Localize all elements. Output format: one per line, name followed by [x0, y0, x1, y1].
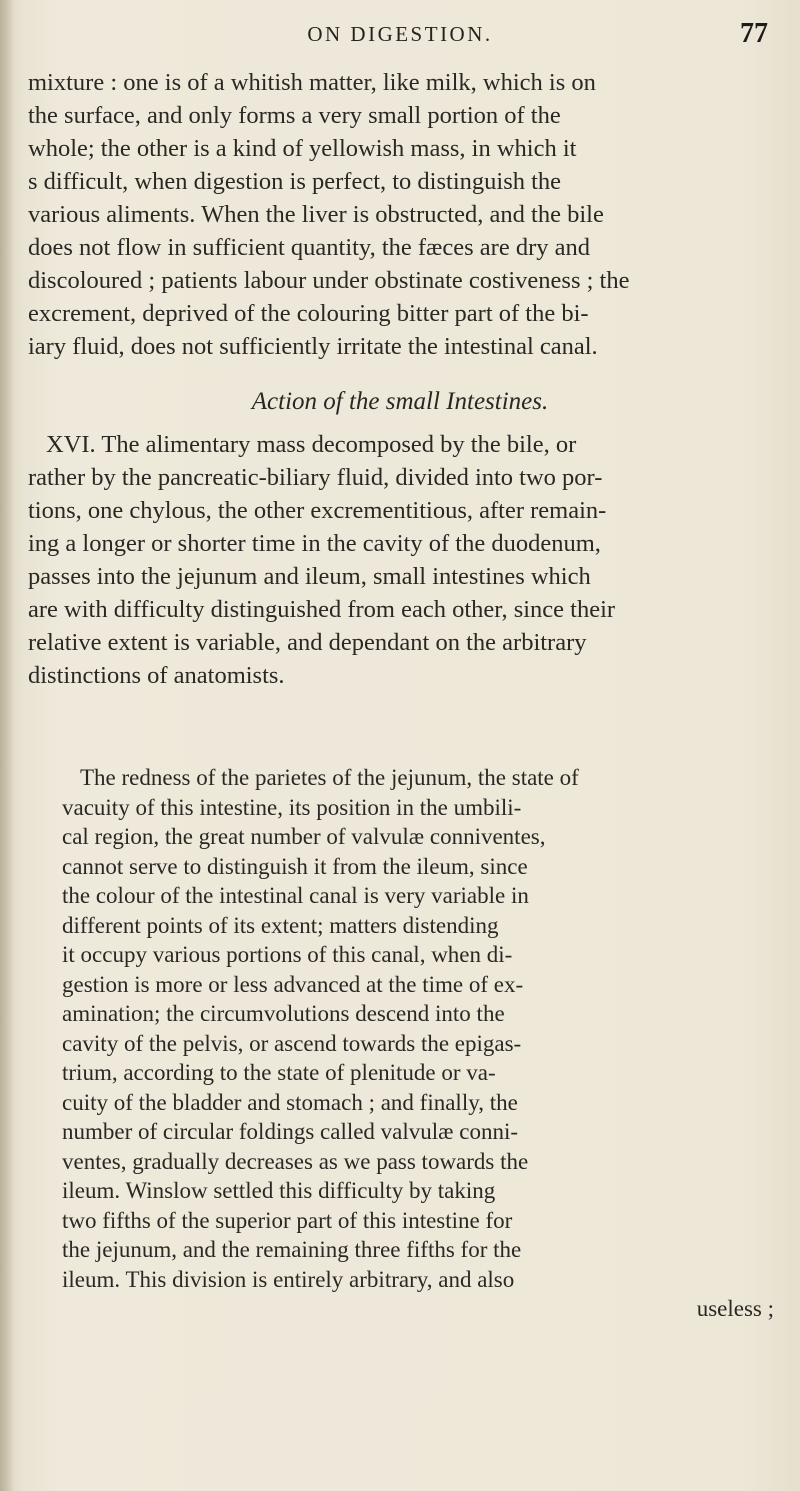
text-line: cuity of the bladder and stomach ; and finally, the [62, 1089, 518, 1115]
text-line: the colour of the intestinal canal is very variable in [62, 883, 529, 908]
section-heading: Action of the small Intestines. [251, 388, 549, 415]
text-line: s difficult, when digestion is perfect, to distinguish the [28, 168, 562, 195]
text-line: mixture : one is of a whitish matter, like milk, which is on [28, 69, 596, 96]
text-line: tions, one chylous, the other excrementitious, after remain- [28, 497, 607, 524]
text-line: trium, according to the state of plenitude or va- [62, 1060, 496, 1085]
text-line: different points of its extent; matters distending [62, 912, 499, 938]
page-number: 77 [740, 18, 768, 49]
text-line: The redness of the parietes of the jejunum, the state of [80, 765, 579, 790]
text-line: gestion is more or less advanced at the time of ex- [62, 971, 524, 997]
text-line: does not flow in sufficient quantity, the fæces are dry and [28, 234, 590, 261]
text-line: relative extent is variable, and dependant on the arbitrary [28, 629, 587, 656]
text-line: iary fluid, does not sufficiently irritate the intestinal canal. [28, 333, 598, 360]
paragraph-section-xvi [28, 428, 768, 692]
text-line: XVI. The alimentary mass decomposed by the bile, or [46, 431, 577, 458]
text-line: the jejunum, and the remaining three fifths for the [62, 1237, 522, 1262]
text-line: excrement, deprived of the colouring bitter part of the bi- [28, 300, 589, 327]
text-line: ileum. This division is entirely arbitrary, and also [62, 1266, 515, 1292]
text-line: amination; the circumvolutions descend into the [62, 1001, 505, 1026]
text-line: various aliments. When the liver is obstructed, and the bile [28, 201, 604, 228]
text-line: rather by the pancreatic-biliary fluid, divided into two por- [28, 464, 603, 491]
binding-gutter-shadow [0, 0, 14, 1491]
text-line: ing a longer or shorter time in the cavity of the duodenum, [28, 530, 601, 557]
paragraph-continuation [28, 66, 768, 363]
text-line: two fifths of the superior part of this intestine for [62, 1207, 513, 1233]
text-line: it occupy various portions of this canal, when di- [62, 942, 513, 967]
running-title: ON DIGESTION. [307, 22, 493, 46]
text-line: distinctions of anatomists. [28, 662, 285, 689]
text-line: cal region, the great number of valvulæ conniventes, [62, 824, 546, 849]
text-line: useless ; [696, 1296, 774, 1321]
text-line: are with difficulty distinguished from each other, since their [28, 596, 616, 623]
text-line: ventes, gradually decreases as we pass towards the [62, 1148, 529, 1174]
text-line: cannot serve to distinguish it from the ileum, since [62, 853, 528, 879]
running-head [0, 14, 800, 54]
text-line: ileum. Winslow settled this difficulty by taking [62, 1178, 496, 1203]
text-line: vacuity of this intestine, its position in the umbili- [62, 794, 522, 820]
text-line: number of circular foldings called valvulæ conni- [62, 1119, 519, 1144]
text-line: discoloured ; patients labour under obstinate costiveness ; the [28, 267, 630, 294]
paragraph-jejunum [62, 763, 782, 1324]
text-line: passes into the jejunum and ileum, small intestines which [28, 563, 591, 590]
text-line: cavity of the pelvis, or ascend towards the epigas- [62, 1030, 522, 1056]
text-line: whole; the other is a kind of yellowish mass, in which it [28, 135, 577, 162]
text-line: the surface, and only forms a very small portion of the [28, 102, 561, 129]
